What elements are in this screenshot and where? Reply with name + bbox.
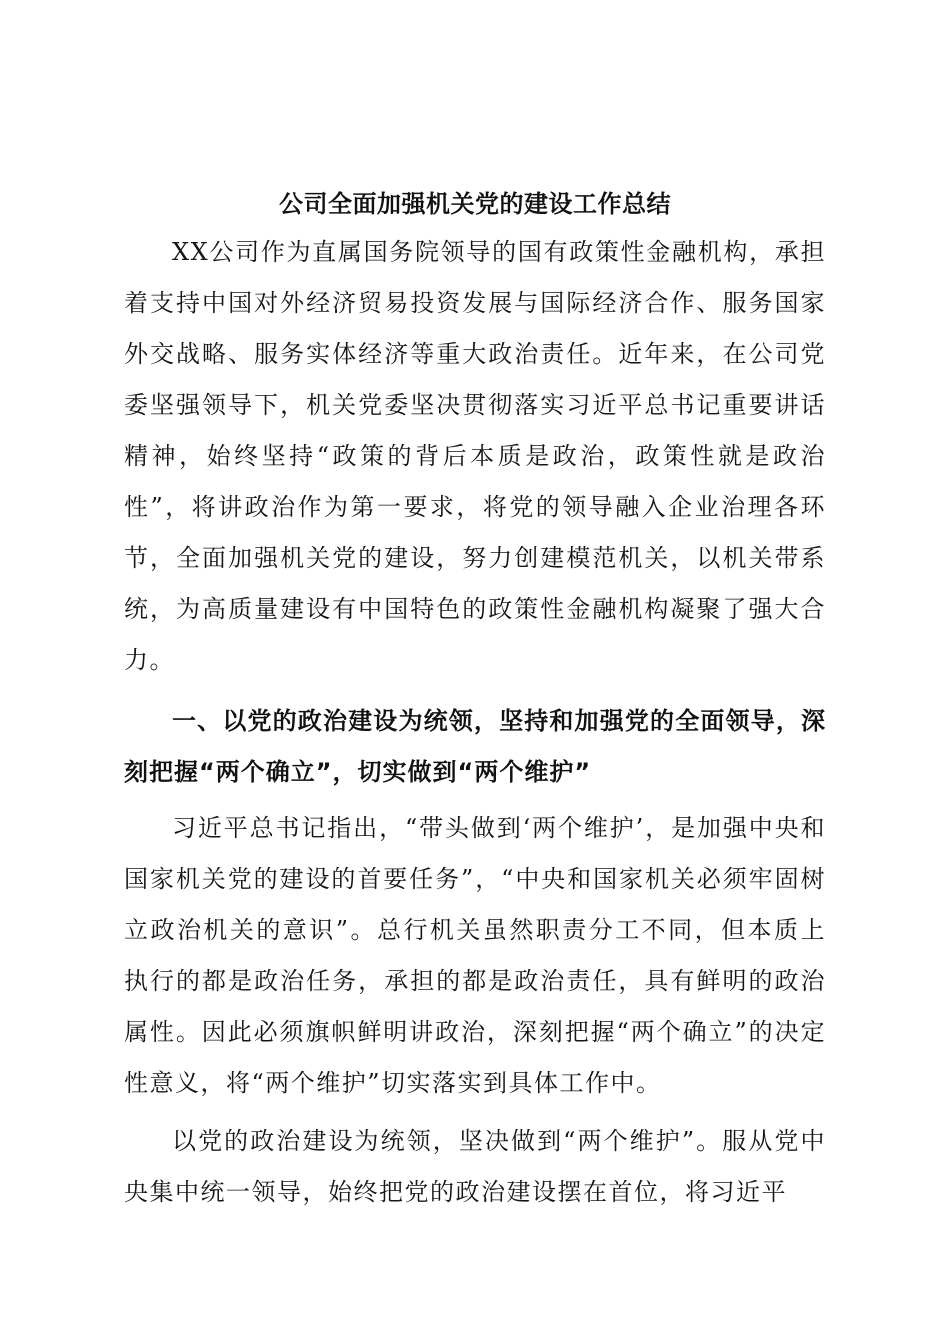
section-1-heading: 一、以党的政治建设为统领，坚持和加强党的全面领导，深刻把握“两个确立”，切实做到“两个维护” (124, 707, 826, 786)
section-1-paragraph-2: 以党的政治建设为统领，坚决做到“两个维护”。服从党中央集中统一领导，始终把党的政治建设摆在首位，将习近平 (124, 1127, 826, 1206)
document-body (124, 184, 826, 1218)
section-1-paragraph-1: 习近平总书记指出，“带头做到‘两个维护’，是加强中央和国家机关党的建设的首要任务”，“中央和国家机关必须牢固树立政治机关的意识”。总行机关虽然职责分工不同，但本质上执行的都是政治任务，承担的都是政治责任，具有鲜明的政治属性。因此必须旗帜鲜明讲政治，深刻把握“两个确立”的决定性意义，将“两个维护”切实落实到具体工作中。 (124, 814, 826, 1097)
intro-paragraph: XX公司作为直属国务院领导的国有政策性金融机构，承担着支持中国对外经济贸易投资发展与国际经济合作、服务国家外交战略、服务实体经济等重大政治责任。近年来，在公司党委坚强领导下，机关党委坚决贯彻落实习近平总书记重要讲话精神，始终坚持“政策的背后本质是政治，政策性就是政治性”，将讲政治作为第一要求，将党的领导融入企业治理各环节，全面加强机关党的建设，努力创建模范机关，以机关带系统，为高质量建设有中国特色的政策性金融机构凝聚了强大合力。 (124, 238, 826, 674)
document-title: 公司全面加强机关党的建设工作总结 (279, 190, 671, 218)
